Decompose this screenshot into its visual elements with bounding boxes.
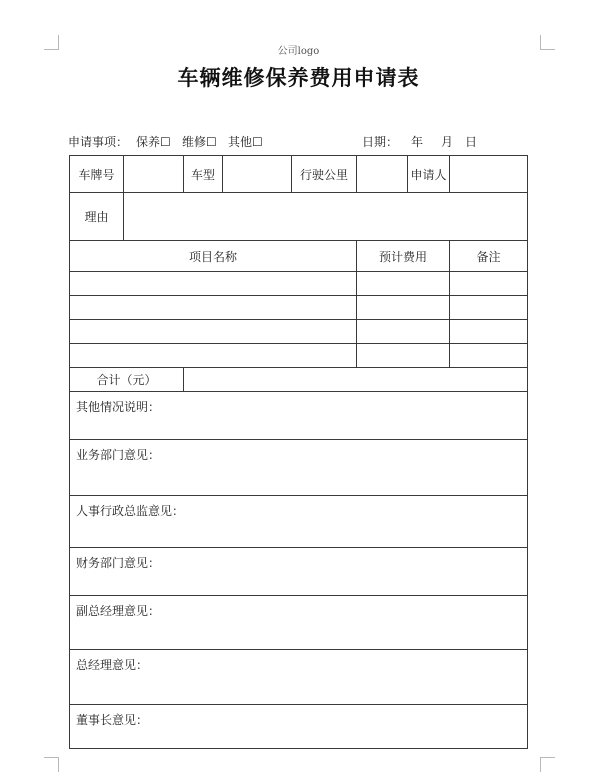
option-repair[interactable] [182,133,217,150]
column-header-remarks: 备注 [450,241,528,272]
remarks-cell[interactable] [450,320,528,344]
finance-dept-opinion-section[interactable] [70,548,528,596]
table-row [70,320,528,344]
estimated-cost-cell[interactable] [357,296,450,320]
option-other[interactable] [228,133,263,150]
option-repair-checkbox[interactable]: ☐ [206,135,217,149]
plate-number-label: 车牌号 [70,156,124,193]
estimated-cost-cell[interactable] [357,272,450,296]
apply-items-label: 申请事项： [68,135,129,149]
corner-mark-bottom-left [44,757,59,772]
hr-admin-director-opinion-section[interactable] [70,496,528,548]
reason-label: 理由 [70,193,124,241]
mileage-field[interactable] [357,156,408,193]
table-row [70,272,528,296]
business-dept-opinion-section[interactable] [70,440,528,496]
car-model-field[interactable] [223,156,292,193]
gm-opinion-label: 总经理意见： [76,658,149,672]
option-other-label: 其他 [228,135,253,149]
chairman-opinion-section[interactable] [70,705,528,749]
estimated-cost-cell[interactable] [357,344,450,368]
table-row [70,296,528,320]
item-name-cell[interactable] [70,272,357,296]
deputy-gm-opinion-label: 副总经理意见： [76,604,161,618]
reason-field[interactable] [124,193,528,241]
date-day: 日 [465,135,478,149]
date-year: 年 [411,135,424,149]
total-field[interactable] [184,368,528,392]
applicant-label: 申请人 [408,156,450,193]
other-remarks-section[interactable] [70,392,528,440]
mileage-label: 行驶公里 [292,156,357,193]
corner-mark-bottom-right [540,757,555,772]
table-row [70,344,528,368]
finance-dept-opinion-label: 财务部门意见： [76,556,161,570]
option-maintenance[interactable] [136,133,171,150]
option-maintenance-label: 保养 [136,135,161,149]
option-other-checkbox[interactable]: ☐ [252,135,263,149]
car-model-label: 车型 [184,156,223,193]
option-repair-label: 维修 [182,135,207,149]
remarks-cell[interactable] [450,296,528,320]
item-name-cell[interactable] [70,320,357,344]
applicant-field[interactable] [450,156,528,193]
remarks-cell[interactable] [450,272,528,296]
other-remarks-label: 其他情况说明： [76,400,161,414]
company-logo-text: 公司logo [277,46,320,57]
total-label: 合计（元） [70,368,184,392]
gm-opinion-section[interactable] [70,650,528,705]
hr-admin-director-opinion-label: 人事行政总监意见： [76,504,185,518]
plate-number-field[interactable] [124,156,184,193]
column-header-estimated-cost: 预计费用 [357,241,450,272]
application-form-table [69,155,528,749]
deputy-gm-opinion-section[interactable] [70,596,528,650]
item-name-cell[interactable] [70,296,357,320]
option-maintenance-checkbox[interactable]: ☐ [160,135,171,149]
remarks-cell[interactable] [450,344,528,368]
date-label: 日期： [362,135,399,149]
chairman-opinion-label: 董事长意见： [76,713,149,727]
column-header-item-name: 项目名称 [70,241,357,272]
estimated-cost-cell[interactable] [357,320,450,344]
page-title: 车辆维修保养费用申请表 [177,66,420,90]
business-dept-opinion-label: 业务部门意见： [76,448,161,462]
item-name-cell[interactable] [70,344,357,368]
date-month: 月 [441,135,454,149]
